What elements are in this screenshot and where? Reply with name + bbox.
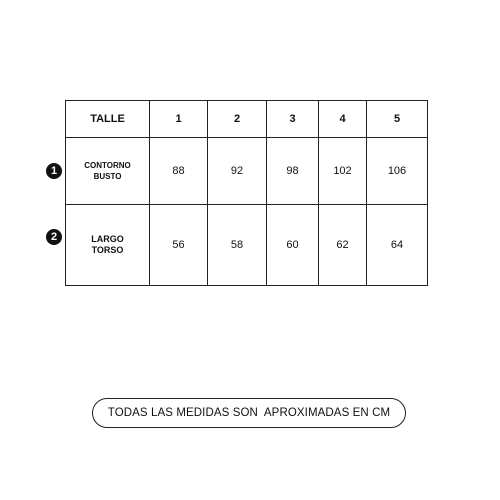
size-chart-table	[65, 100, 428, 286]
cell-value: 62	[319, 205, 367, 286]
measurement-note-pill: TODAS LAS MEDIDAS SON APROXIMADAS EN CM	[92, 398, 406, 428]
cell-value: 92	[208, 138, 267, 205]
cell-value: 60	[267, 205, 319, 286]
cell-value: 56	[150, 205, 208, 286]
header-size-3: 3	[267, 101, 319, 138]
table-row-contorno-busto	[66, 138, 428, 205]
cell-value: 106	[367, 138, 428, 205]
header-size-4: 4	[319, 101, 367, 138]
cell-value: 64	[367, 205, 428, 286]
cell-value: 102	[319, 138, 367, 205]
table-row-largo-torso	[66, 205, 428, 286]
row-marker-1-badge: 1	[46, 163, 62, 179]
row-label-contorno-busto: CONTORNO BUSTO	[66, 138, 150, 205]
row-label-largo-torso: LARGO TORSO	[66, 205, 150, 286]
header-label-talle: TALLE	[66, 101, 150, 138]
header-size-5: 5	[367, 101, 428, 138]
cell-value: 98	[267, 138, 319, 205]
cell-value: 58	[208, 205, 267, 286]
cell-value: 88	[150, 138, 208, 205]
table-header-row	[66, 101, 428, 138]
header-size-1: 1	[150, 101, 208, 138]
row-marker-2-badge: 2	[46, 229, 62, 245]
header-size-2: 2	[208, 101, 267, 138]
